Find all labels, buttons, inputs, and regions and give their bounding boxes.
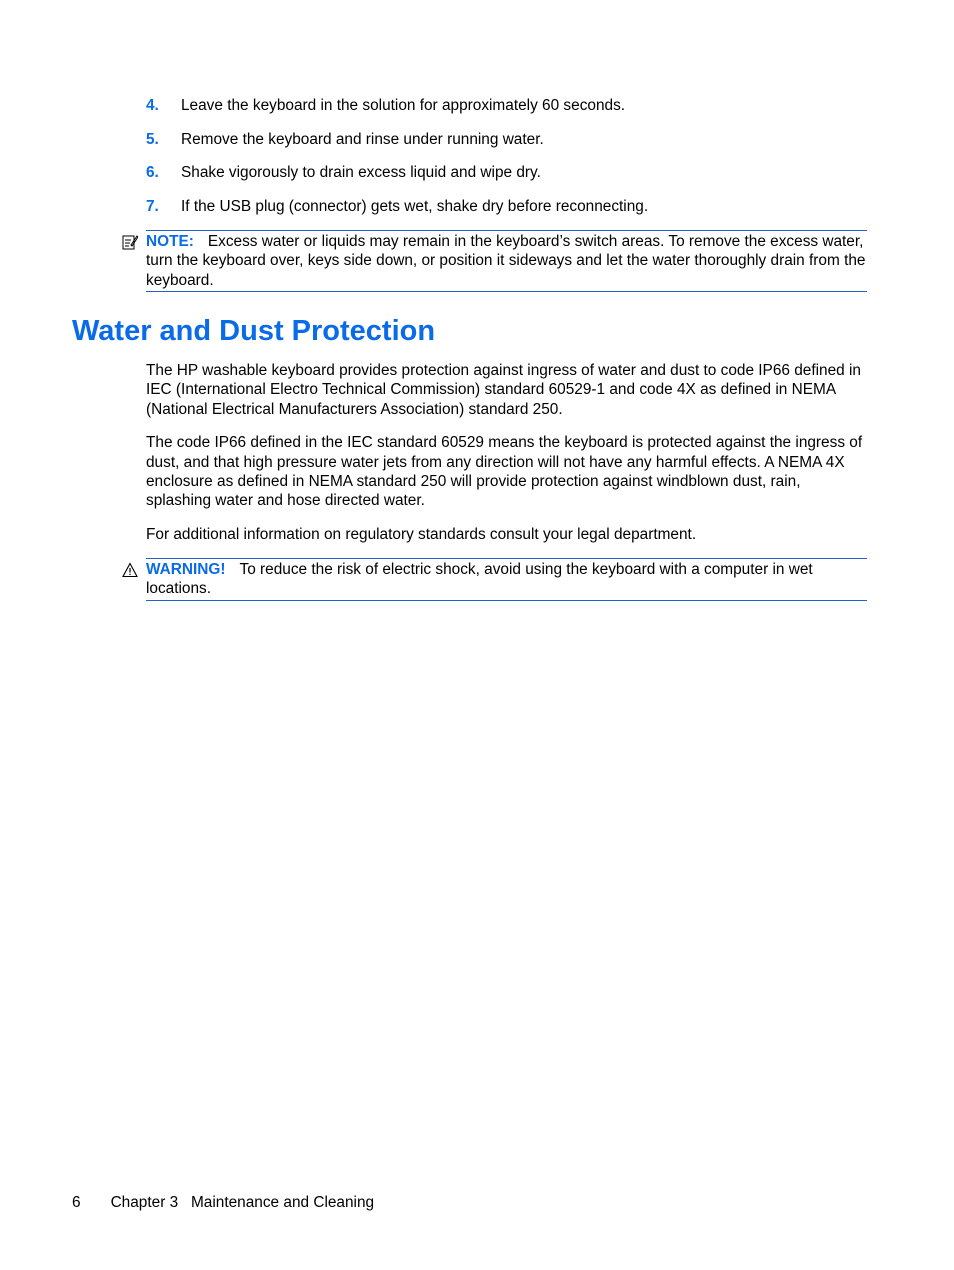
- page-footer: [72, 1193, 374, 1212]
- list-item: [146, 96, 868, 130]
- chapter-title: Chapter 3 Maintenance and Cleaning: [110, 1194, 375, 1211]
- step-text: Shake vigorously to drain excess liquid and wipe dry.: [181, 164, 541, 182]
- step-text: Remove the keyboard and rinse under running water.: [181, 130, 544, 148]
- step-number: 6.: [146, 164, 159, 182]
- list-item: [146, 163, 868, 197]
- step-number: 5.: [146, 130, 159, 148]
- page-number: 6: [72, 1194, 81, 1211]
- body-paragraph: The HP washable keyboard provides protection against ingress of water and dust to code IP66 defined in IEC (International Electro Technical Commission) standard 60529-1 and code 4X as defined in NEMA (National Electrical Manufacturers Association) standard 250.: [146, 362, 861, 418]
- step-text: If the USB plug (connector) gets wet, shake dry before reconnecting.: [181, 198, 649, 216]
- note-label: NOTE:: [146, 233, 194, 250]
- body-paragraph: For additional information on regulatory standards consult your legal department.: [146, 525, 697, 543]
- step-number: 4.: [146, 97, 159, 114]
- note-text: Excess water or liquids may remain in the keyboard’s switch areas. To remove the excess water, turn the keyboard over, keys side down, or position it sideways and let the water thoroughly drain from the keyboard.: [146, 233, 866, 289]
- numbered-step-list: [146, 96, 868, 231]
- warning-label: WARNING!: [146, 561, 226, 578]
- note-icon: [122, 234, 138, 250]
- section-body: [146, 361, 868, 558]
- list-item: [146, 130, 868, 164]
- body-paragraph: The code IP66 defined in the IEC standard 60529 means the keyboard is protected against the ingress of dust, and that high pressure water jets from any direction will not have any harmful effects. A NEMA 4X enclosure as defined in NEMA standard 250 will provide protection against windblown dust, rain, splashing water and hose directed water.: [146, 434, 863, 510]
- warning-callout: [146, 558, 867, 601]
- list-item: [146, 197, 868, 231]
- step-number: 7.: [146, 198, 159, 216]
- section-heading: Water and Dust Protection: [72, 315, 436, 347]
- step-text: Leave the keyboard in the solution for approximately 60 seconds.: [181, 97, 626, 114]
- note-callout: [146, 230, 867, 292]
- warning-triangle-icon: [122, 562, 138, 578]
- warning-text: To reduce the risk of electric shock, avoid using the keyboard with a computer in wet locations.: [146, 561, 813, 598]
